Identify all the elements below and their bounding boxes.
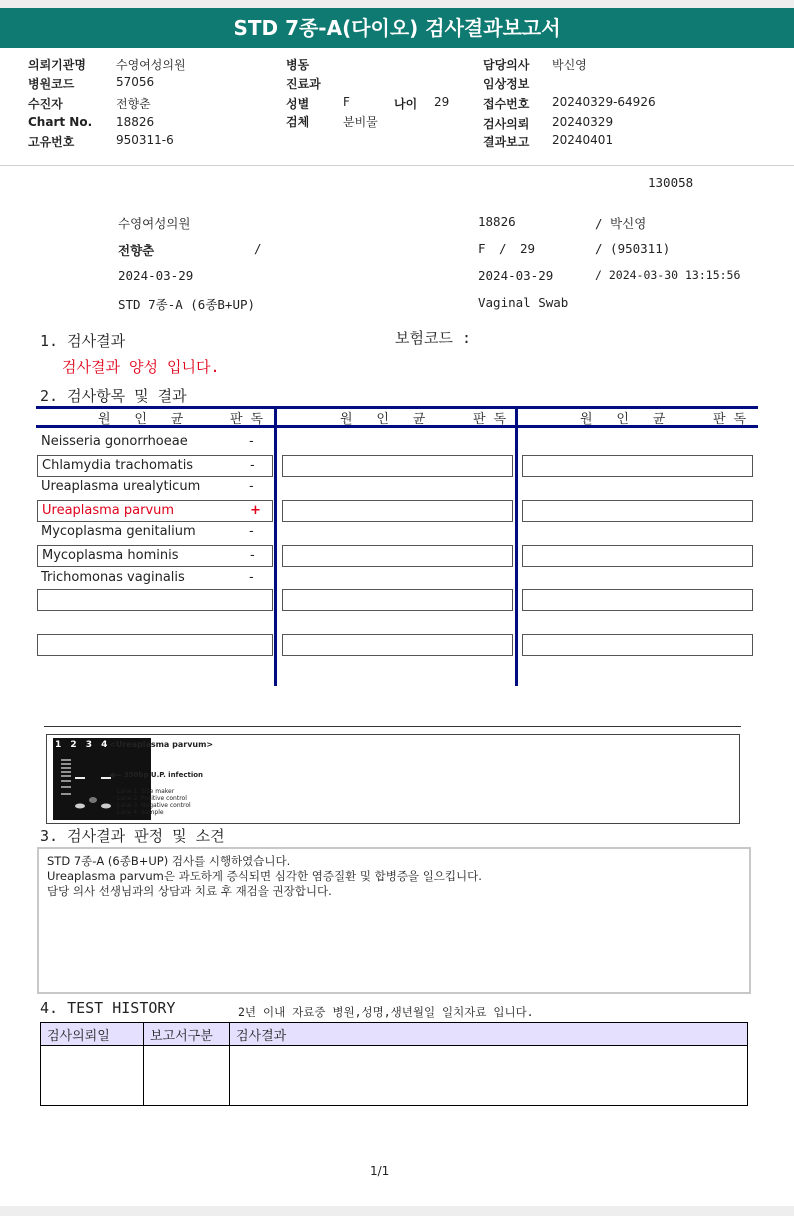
insurance-code-label: 보험코드 : (395, 329, 472, 347)
header-field (286, 56, 309, 73)
info-receive-date: 2024-03-29 (478, 268, 554, 283)
history-header-result: 검사결과 (230, 1023, 748, 1046)
info-report-datetime: / 2024-03-30 13:15:56 (595, 268, 741, 282)
header-field-value: 분비물 (343, 115, 378, 129)
organism-result: - (250, 548, 255, 563)
organism-name: Mycoplasma hominis (42, 548, 179, 563)
header-divider (0, 165, 794, 166)
info-request-date: 2024-03-29 (118, 268, 194, 283)
header-field-value: 18826 (116, 115, 155, 129)
organism-name: Neisseria gonorrhoeae (41, 434, 188, 449)
opinion-line: Ureaplasma parvum은 과도하게 증식되면 심각한 염증질환 및 합병증을 일으킵니다. (47, 869, 482, 883)
empty-result-cell (522, 500, 753, 522)
header-field-value: 57056 (116, 75, 155, 89)
header-field (28, 56, 186, 73)
header-field (286, 75, 321, 92)
organism-name: Ureaplasma parvum (42, 502, 175, 518)
header-field-label: 성별 (286, 97, 310, 111)
column-header-result: 판독 (713, 412, 755, 427)
organism-result: - (249, 434, 254, 449)
header-field (28, 75, 155, 92)
organism-name: Mycoplasma genitalium (41, 524, 196, 540)
header-field (286, 113, 378, 130)
header-field-label: 고유번호 (28, 135, 75, 149)
header-field-label: 병동 (286, 58, 310, 72)
header-field-value: 20240329 (552, 115, 614, 129)
empty-result-cell (282, 634, 513, 656)
empty-result-cell (282, 545, 513, 567)
reference-number: 130058 (648, 175, 694, 190)
result-row (37, 568, 273, 590)
gel-title: <Ureaplasma parvum> (109, 740, 214, 749)
header-field (483, 133, 614, 150)
info-specimen: Vaginal Swab (478, 295, 569, 310)
empty-result-cell (522, 589, 753, 611)
grid-divider-1 (274, 406, 277, 686)
gel-lane-numbers: 1 2 3 4 (55, 740, 111, 750)
header-field-label: 의뢰기관명 (28, 58, 86, 72)
result-row (37, 477, 273, 499)
header-field-label: 검체 (286, 115, 310, 129)
info-test-name: STD 7종-A (6종B+UP) (118, 297, 256, 312)
result-summary: 검사결과 양성 입니다. (62, 358, 220, 376)
result-row (37, 432, 273, 454)
section2-title: 2. 검사항목 및 결과 (40, 387, 187, 405)
header-field-value: 20240329-64926 (552, 95, 656, 109)
organism-result: - (249, 569, 254, 585)
header-field-label: 병원코드 (28, 77, 75, 91)
info-patient: 전향춘 (118, 243, 155, 258)
header-field-label: 접수번호 (483, 97, 530, 111)
gel-band-label: ◀— 350bp U.P. infection (109, 771, 204, 779)
header-field-value: F (343, 95, 350, 109)
header-field-value: 수영여성의원 (116, 58, 186, 72)
result-row (37, 545, 273, 567)
history-table (40, 1022, 748, 1106)
section4-title: 4. TEST HISTORY (40, 999, 176, 1017)
organism-result: - (249, 479, 254, 495)
header-field (483, 56, 587, 73)
header-field (28, 95, 151, 112)
empty-result-cell (522, 455, 753, 477)
empty-result-cell (37, 589, 273, 611)
organism-result: - (249, 524, 254, 540)
gel-legend-item: Lane 3. Negative control (117, 802, 191, 809)
info-sex-sep: / (499, 241, 507, 256)
info-birth: / (950311) (595, 241, 671, 256)
report-title: STD 7종-A(다이오) 검사결과보고서 (0, 8, 794, 48)
empty-result-cell (522, 634, 753, 656)
opinion-line: STD 7종-A (6종B+UP) 검사를 시행하였습니다. (47, 854, 291, 868)
age-value: 29 (434, 95, 450, 109)
result-row (37, 500, 273, 522)
column-header-organism: 원 인 균 (340, 412, 434, 427)
result-row (37, 455, 273, 477)
column-header-organism: 원 인 균 (98, 412, 192, 427)
organism-result: - (250, 457, 255, 473)
info-hospital: 수영여성의원 (118, 216, 191, 231)
header-field (483, 95, 656, 112)
result-row (37, 522, 273, 544)
header-field-label: 수진자 (28, 97, 63, 111)
empty-result-cell (282, 455, 513, 477)
organism-name: Ureaplasma urealyticum (41, 479, 201, 495)
header-field-value: 박신영 (552, 58, 587, 72)
header-field (28, 133, 174, 150)
empty-result-cell (282, 589, 513, 611)
header-field-value: 950311-6 (116, 133, 174, 147)
figure-top-rule (44, 726, 741, 727)
empty-result-cell (37, 634, 273, 656)
header-field (483, 115, 614, 132)
top-border (0, 0, 794, 8)
history-header-date: 검사의뢰일 (41, 1023, 144, 1046)
header-field-label: 담당의사 (483, 58, 530, 72)
page-number: 1/1 (370, 1164, 390, 1178)
gel-figure-frame (46, 734, 740, 824)
header-field-label: 결과보고 (483, 135, 530, 149)
info-sex: F (478, 241, 486, 256)
header-field-label: Chart No. (28, 115, 93, 129)
empty-result-cell (522, 545, 753, 567)
header-field (28, 115, 155, 129)
header-field-label: 검사의뢰 (483, 117, 530, 131)
column-header-result: 판독 (230, 412, 272, 427)
opinion-line: 담당 의사 선생님과의 상담과 치료 후 재검을 권장합니다. (47, 884, 332, 898)
organism-name: Trichomonas vaginalis (41, 569, 185, 585)
gel-legend-item: Lane 1. Size maker (117, 788, 175, 795)
age-label: 나이 (394, 97, 418, 111)
grid-divider-2 (515, 406, 518, 686)
empty-result-cell (282, 500, 513, 522)
organism-result: + (250, 502, 261, 518)
section1-title: 1. 검사결과 (40, 332, 126, 350)
header-field (483, 75, 529, 92)
header-field-value: 20240401 (552, 133, 614, 147)
organism-name: Chlamydia trachomatis (42, 457, 194, 473)
header-field (286, 95, 350, 112)
header-field-value: 전향춘 (116, 97, 151, 111)
gel-legend (117, 788, 191, 816)
gel-legend-item: Lane 2. Positive control (117, 795, 187, 802)
info-chart: 18826 (478, 214, 516, 229)
info-age: 29 (520, 241, 536, 256)
column-header-result: 판독 (473, 412, 515, 427)
bottom-border (0, 1206, 794, 1216)
section3-title: 3. 검사결과 판정 및 소견 (40, 827, 225, 845)
history-note: 2년 이내 자료중 병원,성명,생년월일 일치자료 입니다. (238, 1005, 534, 1019)
history-empty-row (41, 1046, 748, 1106)
opinion-box (37, 847, 751, 994)
gel-legend-item: Lane 4. Sample (117, 809, 164, 816)
info-doctor: / 박신영 (595, 216, 647, 231)
info-patient-sep: / (254, 241, 262, 256)
history-header-type: 보고서구분 (144, 1023, 230, 1046)
header-field-label: 임상정보 (483, 77, 530, 91)
header-field-label: 진료과 (286, 77, 321, 91)
column-header-organism: 원 인 균 (580, 412, 674, 427)
